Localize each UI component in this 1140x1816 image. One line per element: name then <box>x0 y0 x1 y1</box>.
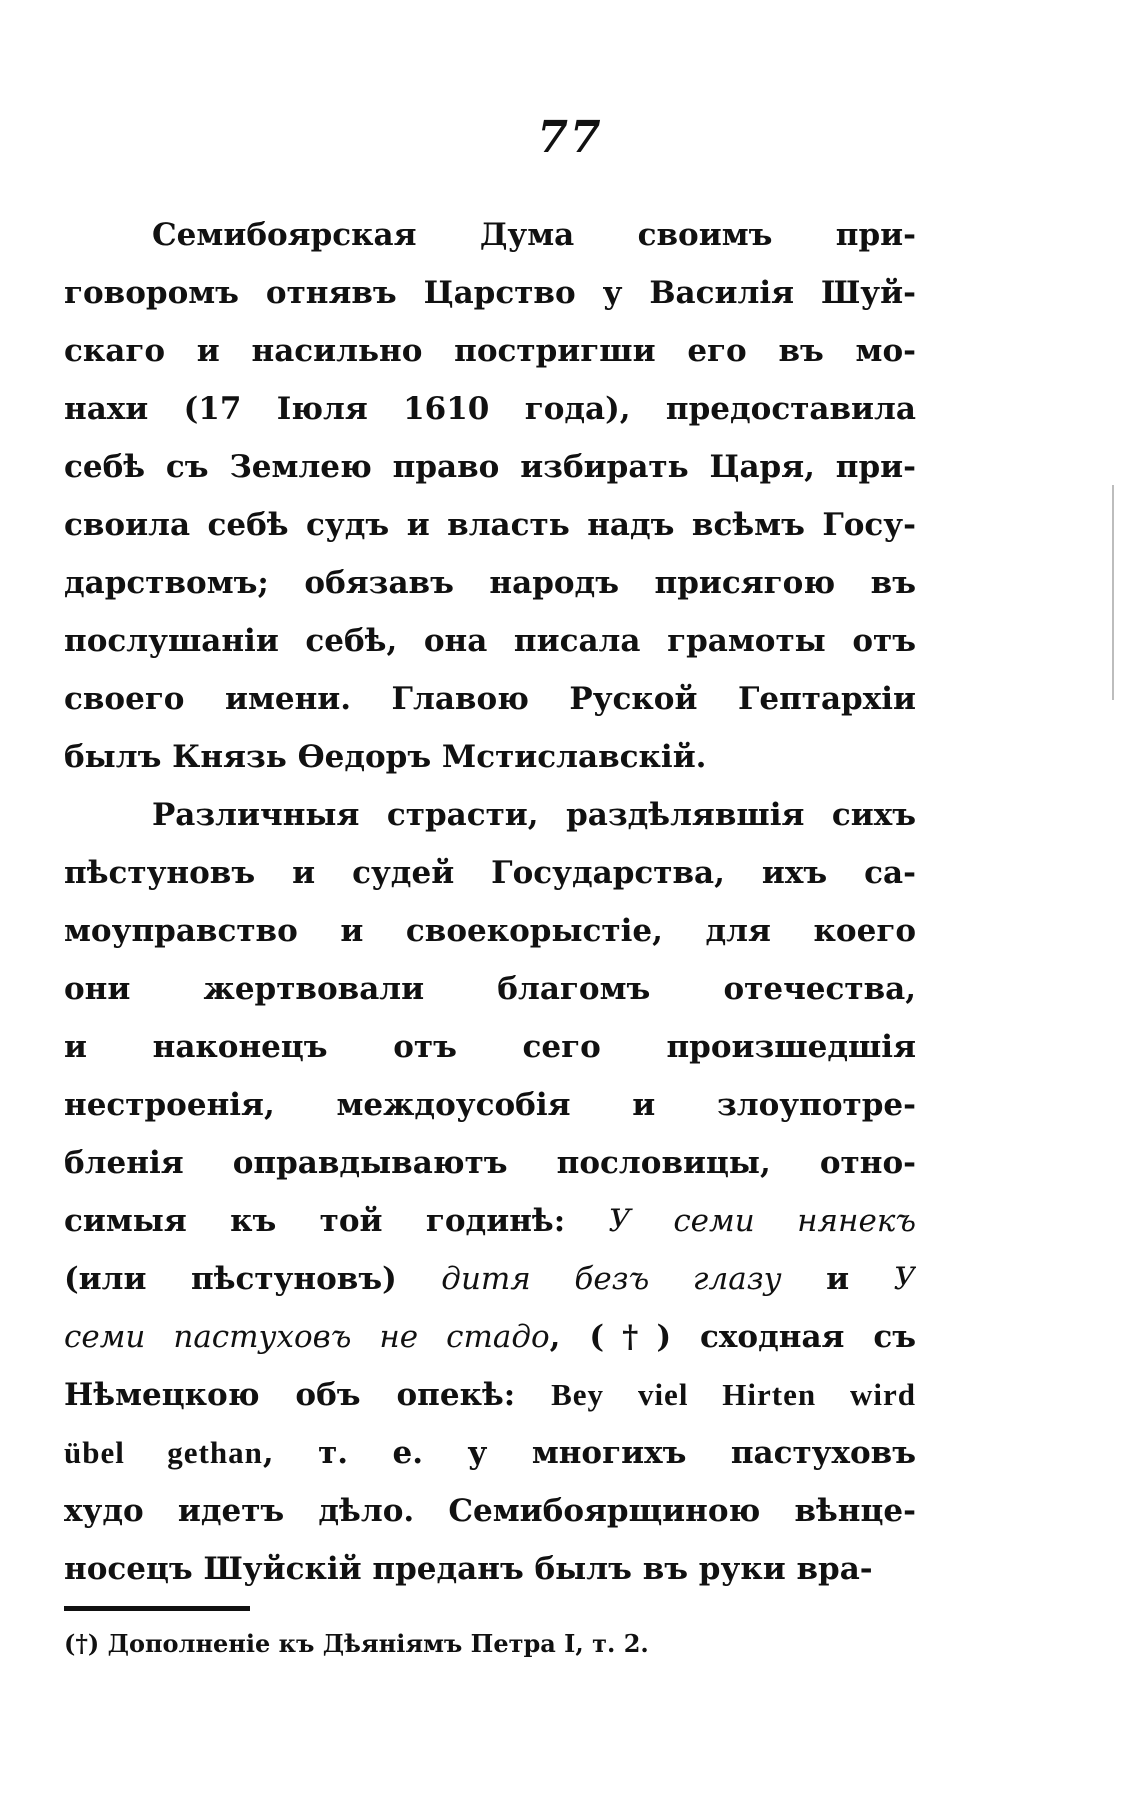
text-segment: , т. е. у многихъ пастуховъ <box>262 1435 916 1471</box>
text-segment: скаго и насильно постригши его въ мо- <box>64 333 916 369</box>
text-segment: нахи (17 Іюля 1610 года), предоставила <box>64 391 916 427</box>
paragraph <box>64 206 916 786</box>
text-segment: носецъ Шуйскій преданъ былъ въ руки вра- <box>64 1551 873 1587</box>
text-segment: своила себѣ судъ и власть надъ всѣмъ Госу- <box>64 507 916 543</box>
text-line <box>64 1018 916 1076</box>
text-segment: Нѣмецкою объ опекѣ: <box>64 1377 552 1413</box>
italic-segment: семи пастуховъ не стадо <box>64 1319 550 1355</box>
text-segment: Различныя страсти, раздѣлявшія сихъ <box>152 797 916 833</box>
text-line <box>64 1540 916 1598</box>
text-line <box>64 786 916 844</box>
text-line <box>64 612 916 670</box>
text-segment: Семибоярская Дума своимъ при- <box>152 217 916 253</box>
text-line <box>64 554 916 612</box>
body-text <box>64 206 916 1598</box>
blackletter-segment: übel gethan <box>64 1435 263 1470</box>
text-line <box>64 844 916 902</box>
text-line <box>64 1076 916 1134</box>
text-segment: (или пѣстуновъ) <box>64 1261 442 1297</box>
text-segment: моуправство и своекорыстіе, для коего <box>64 913 916 949</box>
text-line <box>64 496 916 554</box>
text-segment: нестроенія, междоусобія и злоупотре- <box>64 1087 916 1123</box>
blackletter-segment: Bey viel Hirten wird <box>551 1377 916 1412</box>
italic-segment: У семи нянекъ <box>608 1203 916 1239</box>
text-line <box>64 380 916 438</box>
text-segment: былъ Князь Ѳедоръ Мстиславскій. <box>64 739 707 775</box>
scan-edge-mark <box>1112 485 1114 700</box>
text-line <box>64 1366 916 1424</box>
text-line <box>64 264 916 322</box>
text-segment: симыя къ той годинѣ: <box>64 1203 609 1239</box>
italic-segment: дитя безъ глазу <box>441 1261 782 1297</box>
text-line <box>64 1424 916 1482</box>
italic-segment: У <box>893 1261 916 1297</box>
text-line <box>64 1250 916 1308</box>
text-segment: они жертвовали благомъ отечества, <box>64 971 916 1007</box>
text-segment: говоромъ отнявъ Царство у Василія Шуй- <box>64 275 916 311</box>
text-line <box>64 1482 916 1540</box>
footnote: (†) Дополненіе къ Дѣяніямъ Петра I, т. 2. <box>64 1629 649 1658</box>
text-line <box>64 206 916 264</box>
paragraph <box>64 786 916 1598</box>
text-segment: пѣстуновъ и судей Государства, ихъ са- <box>64 855 916 891</box>
text-segment: себѣ съ Землею право избирать Царя, при- <box>64 449 916 485</box>
text-segment: и <box>781 1261 894 1297</box>
page-number: 77 <box>537 112 603 163</box>
text-segment: худо идетъ дѣло. Семибоярщиною вѣнце- <box>64 1493 916 1529</box>
text-segment: дарствомъ; обязавъ народъ присягою въ <box>64 565 916 601</box>
text-line <box>64 1192 916 1250</box>
text-line <box>64 322 916 380</box>
text-segment: послушаніи себѣ, она писала грамоты отъ <box>64 623 916 659</box>
text-segment: своего имени. Главою Руской Гептархіи <box>64 681 916 717</box>
text-line <box>64 728 916 786</box>
text-line <box>64 1308 916 1366</box>
text-line <box>64 902 916 960</box>
footnote-rule <box>64 1606 250 1611</box>
text-line <box>64 438 916 496</box>
text-line <box>64 670 916 728</box>
text-segment: и наконецъ отъ сего произшедшія <box>64 1029 916 1065</box>
text-segment: бленія оправдываютъ пословицы, отно- <box>64 1145 916 1181</box>
text-segment: , (†) сходная съ <box>549 1319 916 1355</box>
text-line <box>64 960 916 1018</box>
text-line <box>64 1134 916 1192</box>
